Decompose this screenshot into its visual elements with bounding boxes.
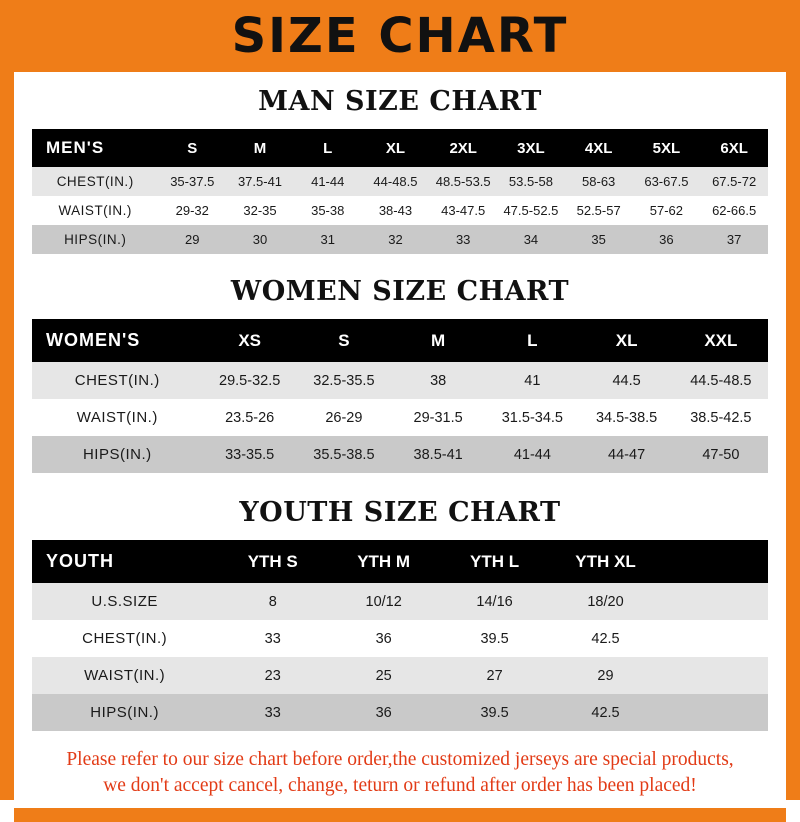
col-header-3: YTH L [439, 540, 550, 583]
col-header-7: 4XL [565, 129, 633, 167]
col-header-4: YTH XL [550, 540, 661, 583]
cell: 37.5-41 [226, 167, 294, 196]
table-row [32, 657, 768, 694]
table-row [32, 196, 768, 225]
cell: 41 [485, 362, 579, 399]
cell: 35-38 [294, 196, 362, 225]
cell: 38.5-41 [391, 436, 485, 473]
table-row [32, 620, 768, 657]
cell: 27 [439, 657, 550, 694]
cell: 63-67.5 [633, 167, 701, 196]
cell: 35-37.5 [158, 167, 226, 196]
cell: 39.5 [439, 620, 550, 657]
cell-spacer [661, 694, 768, 731]
footer-accent-bar [14, 808, 786, 822]
cell: 23.5-26 [203, 399, 297, 436]
cell: 42.5 [550, 694, 661, 731]
cell: 29-32 [158, 196, 226, 225]
cell: 44-47 [579, 436, 673, 473]
cell: 33 [217, 694, 328, 731]
cell-spacer [661, 620, 768, 657]
page-title: SIZE CHART [231, 8, 569, 64]
cell: 38.5-42.5 [674, 399, 768, 436]
col-header-5: 2XL [429, 129, 497, 167]
banner [14, 0, 786, 72]
cell: 31.5-34.5 [485, 399, 579, 436]
row-label: WAIST(IN.) [32, 399, 203, 436]
cell: 34 [497, 225, 565, 254]
notice-line-1: Please refer to our size chart before order,the customized jerseys are special products, [66, 749, 734, 770]
cell: 48.5-53.5 [429, 167, 497, 196]
cell: 39.5 [439, 694, 550, 731]
row-label: CHEST(IN.) [32, 620, 217, 657]
col-header-3: M [391, 319, 485, 362]
cell: 36 [328, 620, 439, 657]
cell: 44.5 [579, 362, 673, 399]
cell: 29 [158, 225, 226, 254]
table-header-row [32, 129, 768, 167]
man-size-table [32, 129, 768, 254]
table-row [32, 694, 768, 731]
cell: 47-50 [674, 436, 768, 473]
cell: 58-63 [565, 167, 633, 196]
table-row [32, 167, 768, 196]
row-label: HIPS(IN.) [32, 436, 203, 473]
table-row [32, 583, 768, 620]
cell: 37 [700, 225, 768, 254]
cell: 29 [550, 657, 661, 694]
cell: 10/12 [328, 583, 439, 620]
table-row [32, 225, 768, 254]
man-section-title: MAN SIZE CHART [258, 86, 542, 117]
cell: 38 [391, 362, 485, 399]
cell-spacer [661, 583, 768, 620]
cell: 18/20 [550, 583, 661, 620]
cell: 53.5-58 [497, 167, 565, 196]
cell: 33 [217, 620, 328, 657]
cell-spacer [661, 657, 768, 694]
col-header-0: YOUTH [32, 540, 217, 583]
youth-size-table [32, 540, 768, 731]
col-header-9: 6XL [700, 129, 768, 167]
women-size-table [32, 319, 768, 473]
cell: 34.5-38.5 [579, 399, 673, 436]
row-label: U.S.SIZE [32, 583, 217, 620]
chart-content [14, 72, 786, 808]
cell: 32 [362, 225, 430, 254]
cell: 35.5-38.5 [297, 436, 391, 473]
row-label: CHEST(IN.) [32, 167, 158, 196]
cell: 23 [217, 657, 328, 694]
col-header-3: L [294, 129, 362, 167]
cell: 36 [328, 694, 439, 731]
cell: 32-35 [226, 196, 294, 225]
row-label: WAIST(IN.) [32, 196, 158, 225]
col-header-spacer [661, 540, 768, 583]
col-header-2: M [226, 129, 294, 167]
col-header-1: S [158, 129, 226, 167]
col-header-8: 5XL [633, 129, 701, 167]
col-header-6: XXL [674, 319, 768, 362]
cell: 57-62 [633, 196, 701, 225]
cell: 47.5-52.5 [497, 196, 565, 225]
row-label: HIPS(IN.) [32, 225, 158, 254]
cell: 62-66.5 [700, 196, 768, 225]
col-header-0: MEN'S [32, 129, 158, 167]
cell: 43-47.5 [429, 196, 497, 225]
cell: 8 [217, 583, 328, 620]
col-header-5: XL [579, 319, 673, 362]
table-row [32, 362, 768, 399]
row-label: CHEST(IN.) [32, 362, 203, 399]
col-header-4: L [485, 319, 579, 362]
table-header-row [32, 319, 768, 362]
cell: 36 [633, 225, 701, 254]
cell: 30 [226, 225, 294, 254]
cell: 29.5-32.5 [203, 362, 297, 399]
table-header-row [32, 540, 768, 583]
cell: 41-44 [485, 436, 579, 473]
cell: 26-29 [297, 399, 391, 436]
youth-section-title: YOUTH SIZE CHART [239, 497, 561, 528]
women-section-title: WOMEN SIZE CHART [230, 276, 570, 307]
col-header-1: XS [203, 319, 297, 362]
cell: 41-44 [294, 167, 362, 196]
col-header-4: XL [362, 129, 430, 167]
cell: 44-48.5 [362, 167, 430, 196]
table-row [32, 399, 768, 436]
cell: 33 [429, 225, 497, 254]
cell: 67.5-72 [700, 167, 768, 196]
col-header-0: WOMEN'S [32, 319, 203, 362]
col-header-1: YTH S [217, 540, 328, 583]
cell: 29-31.5 [391, 399, 485, 436]
row-label: WAIST(IN.) [32, 657, 217, 694]
col-header-6: 3XL [497, 129, 565, 167]
row-label: HIPS(IN.) [32, 694, 217, 731]
col-header-2: S [297, 319, 391, 362]
cell: 33-35.5 [203, 436, 297, 473]
cell: 32.5-35.5 [297, 362, 391, 399]
cell: 14/16 [439, 583, 550, 620]
col-header-2: YTH M [328, 540, 439, 583]
cell: 52.5-57 [565, 196, 633, 225]
cell: 44.5-48.5 [674, 362, 768, 399]
cell: 38-43 [362, 196, 430, 225]
notice-line-2: we don't accept cancel, change, teturn or refund after order has been placed! [103, 775, 697, 797]
cell: 35 [565, 225, 633, 254]
cell: 25 [328, 657, 439, 694]
table-row [32, 436, 768, 473]
order-notice [32, 747, 768, 808]
cell: 31 [294, 225, 362, 254]
cell: 42.5 [550, 620, 661, 657]
